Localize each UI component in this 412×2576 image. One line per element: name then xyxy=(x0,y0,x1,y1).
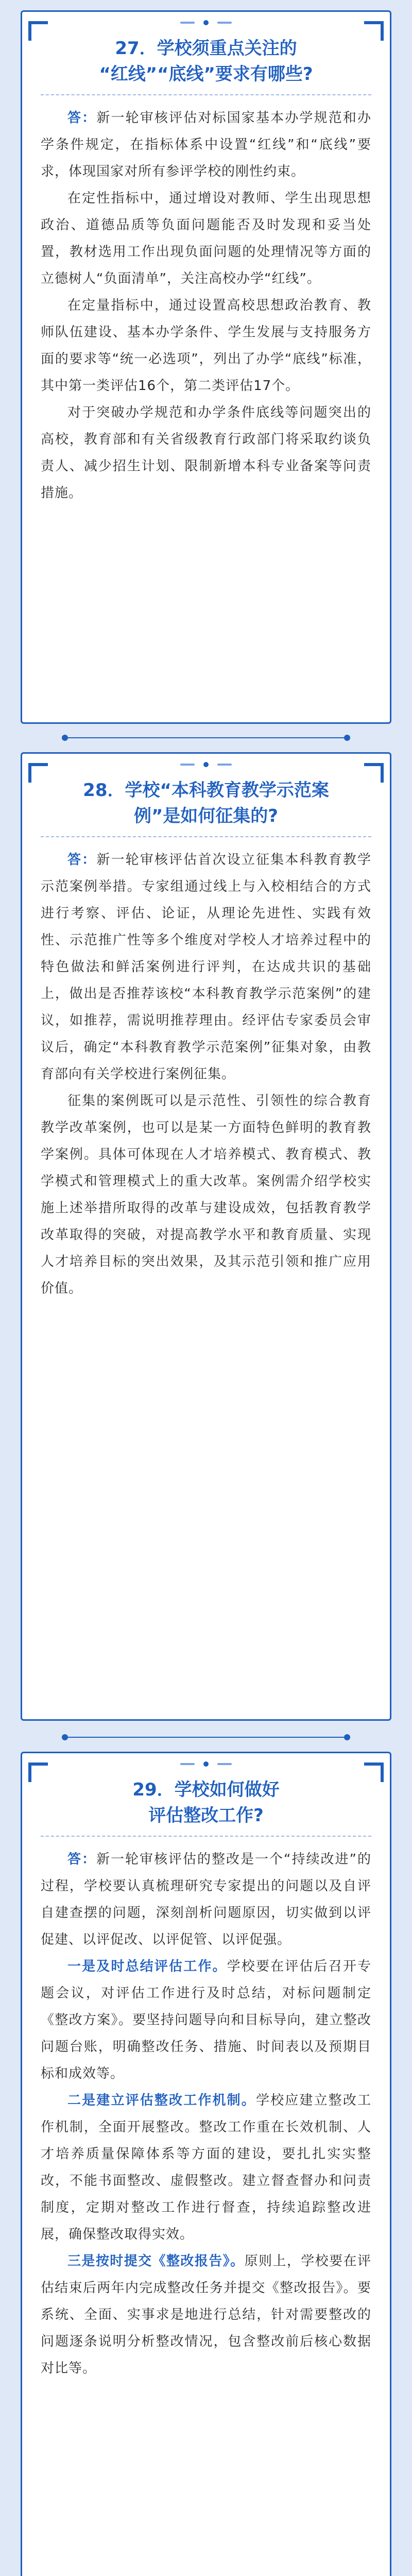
answer-body xyxy=(22,1837,390,2402)
header-ornament xyxy=(180,20,232,25)
paragraph-text: 新一轮审核评估对标国家基本办学规范和办学条件规定，在指标体系中设置“红线”和“底线”要求，体现国家对所有参评学校的刚性约束。 xyxy=(41,110,371,179)
paragraph-text: 新一轮审核评估的整改是一个“持续改进”的过程，学校要认真梳理研究专家提出的问题以及自评自建查摆的问题，深刻剖析问题原因，切实做到以评促建、以评促改、以评促管、以评促强。 xyxy=(41,1852,371,1947)
answer-paragraph xyxy=(41,399,371,506)
answer-paragraph xyxy=(41,105,371,185)
paragraph-text: 原则上，学校要在评估结束后两年内完成整改任务并提交《整改报告》。要系统、全面、实事求是地进行总结，针对需要整改的问题逐条说明分析整改情况，包含整改前后核心数据对比等。 xyxy=(41,2253,371,2376)
card-header xyxy=(41,1753,371,1837)
answer-body xyxy=(22,837,390,1323)
question-title-line1: 28．学校“本科教育教学示范案 xyxy=(83,780,329,801)
paragraph-text: 对于突破办学规范和办学条件底线等问题突出的高校，教育部和有关省级教育行政部门将采取约谈负责人、减少招生计划、限制新增本科专业备案等问责措施。 xyxy=(41,405,371,501)
answer-paragraph xyxy=(41,846,371,1088)
answer-paragraph xyxy=(41,185,371,292)
question-title-line1: 29．学校如何做好 xyxy=(132,1780,280,1800)
highlight-lead: 一是及时总结评估工作。 xyxy=(67,1959,227,1974)
section-divider xyxy=(0,732,412,744)
answer-label: 答： xyxy=(67,1852,97,1867)
answer-label: 答： xyxy=(67,852,97,868)
question-title-line2: 例”是如何征集的? xyxy=(133,806,279,826)
question-title xyxy=(41,1777,371,1828)
highlight-lead: 三是按时提交《整改报告》。 xyxy=(67,2253,245,2269)
answer-paragraph xyxy=(41,292,371,399)
answer-paragraph xyxy=(41,1088,371,1302)
header-ornament xyxy=(180,1761,232,1767)
answer-label: 答： xyxy=(67,110,97,126)
answer-paragraph xyxy=(41,1846,371,1953)
qa-card-27 xyxy=(21,10,391,724)
qa-card-28 xyxy=(21,752,391,1721)
answer-paragraph xyxy=(41,2248,371,2382)
card-header xyxy=(41,754,371,837)
paragraph-text: 在定性指标中，通过增设对教师、学生出现思想政治、道德品质等负面问题能否及时发现和妥当处置，教材选用工作出现负面问题的处理情况等方面的立德树人“负面清单”，关注高校办学“红线”。 xyxy=(41,191,371,286)
answer-paragraph xyxy=(41,1953,371,2087)
question-title xyxy=(41,36,371,87)
qa-card-29 xyxy=(21,1752,391,2576)
paragraph-text: 学校要在评估后召开专题会议，对评估工作进行及时总结，对标问题制定《整改方案》。要坚持问题导向和目标导向，建立整改问题台账，明确整改任务、措施、时间表以及预期目标和成效等。 xyxy=(41,1959,371,2081)
section-divider xyxy=(0,1731,412,1743)
question-title-line2: 评估整改工作? xyxy=(148,1805,264,1826)
paragraph-text: 学校应建立整改工作机制，全面开展整改。整改工作重在长效机制、人才培养质量保障体系等方面的建设，要扎扎实实整改，不能书面整改、虚假整改。建立督查督办和问责制度，定期对整改工作进行督查，持续追踪整改进展，确保整改取得实效。 xyxy=(41,2093,371,2242)
paragraph-text: 征集的案例既可以是示范性、引领性的综合教育教学改革案例，也可以是某一方面特色鲜明的教育教学案例。具体可体现在人才培养模式、教育模式、教学模式和管理模式上的重大改革。案例需介绍学校实施上述举措所取得的改革与建设成效，包括教育教学改革取得的突破，对提高教学水平和教育质量、实现人才培养目标的突出效果，及其示范引领和推广应用价值。 xyxy=(41,1093,371,1296)
question-title xyxy=(41,777,371,829)
question-title-line1: 27．学校须重点关注的 xyxy=(115,38,297,59)
paragraph-text: 在定量指标中，通过设置高校思想政治教育、教师队伍建设、基本办学条件、学生发展与支持服务方面的要求等“统一必选项”，列出了办学“底线”标准，其中第一类评估16个，第二类评估17个。 xyxy=(41,298,371,394)
answer-body xyxy=(22,95,390,527)
answer-paragraph xyxy=(41,2087,371,2248)
header-ornament xyxy=(180,762,232,767)
card-header xyxy=(41,12,371,95)
highlight-lead: 二是建立评估整改工作机制。 xyxy=(67,2093,256,2108)
paragraph-text: 新一轮审核评估首次设立征集本科教育教学示范案例举措。专家组通过线上与入校相结合的方式进行考察、评估、论证，从理论先进性、实践有效性、示范推广性等多个维度对学校人才培养过程中的特色做法和鲜活案例进行评判，在达成共识的基础上，做出是否推荐该校“本科教育教学示范案例”的建议，如推荐，需说明推荐理由。经评估专家委员会审议后，确定“本科教育教学示范案例”征集对象，由教育部向有关学校进行案例征集。 xyxy=(41,852,371,1082)
question-title-line2: “红线”“底线”要求有哪些? xyxy=(99,64,313,84)
